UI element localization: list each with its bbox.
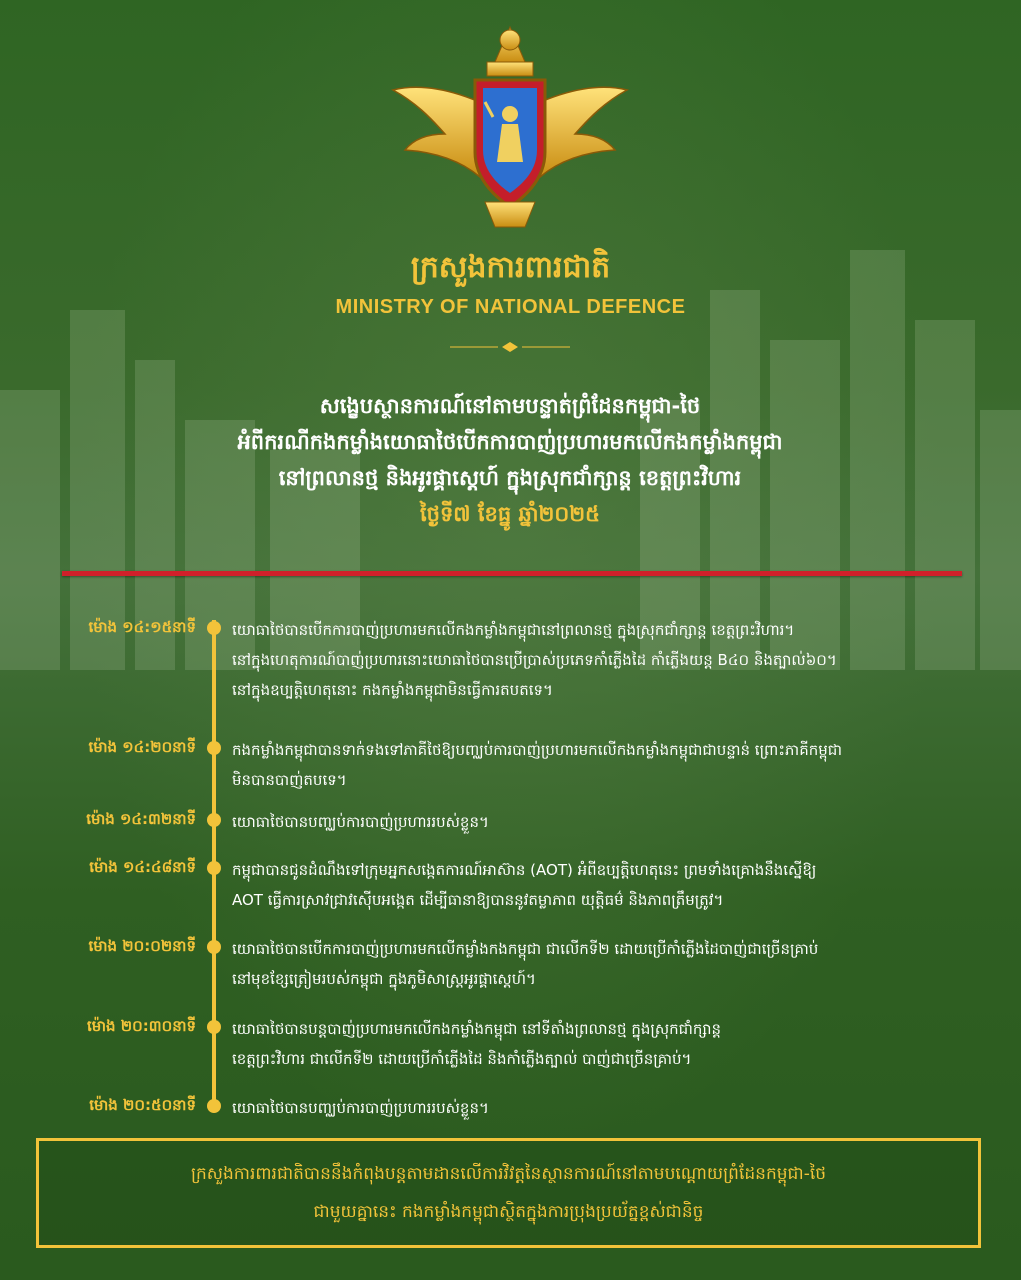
headline-line-1: សង្ខេបស្ថានការណ៍នៅតាមបន្ទាត់ព្រំដែនកម្ពុជា-ថៃ bbox=[319, 394, 701, 418]
timeline-dot-icon bbox=[207, 813, 221, 827]
event-description bbox=[232, 934, 992, 994]
footer-line-1: ក្រសួងការពារជាតិបាននឹងកំពុងបន្តតាមដានលើការវិវត្តនៃស្ថានការណ៍នៅតាមបណ្ដោយព្រំដែនកម្ពុជា-ថៃ bbox=[190, 1164, 827, 1184]
event-time: ម៉ោង ២០:០២នាទី bbox=[88, 937, 196, 955]
footer-line-2: ជាមួយគ្នានេះ កងកម្លាំងកម្ពុជាស្ថិតក្នុងការប្រុងប្រយ័ត្នខ្ពស់ជានិច្ច bbox=[313, 1202, 704, 1222]
ministry-emblem-icon bbox=[385, 22, 635, 232]
timeline-dot-icon bbox=[207, 621, 221, 635]
ministry-title-english: MINISTRY OF NATIONAL DEFENCE bbox=[335, 296, 686, 318]
event-time: ម៉ោង ១៤:៣២នាទី bbox=[86, 810, 196, 828]
event-description bbox=[232, 1093, 992, 1123]
red-divider bbox=[62, 571, 962, 576]
event-description bbox=[232, 855, 992, 915]
event-line: យោធាថៃបានបញ្ឈប់ការបាញ់ប្រហាររបស់ខ្លួន។ bbox=[232, 1099, 489, 1117]
event-description bbox=[232, 807, 992, 837]
report-headline bbox=[60, 388, 960, 532]
event-time: ម៉ោង ១៤:៤៨នាទី bbox=[89, 858, 196, 876]
event-line: កងកម្លាំងកម្ពុជាបានទាក់ទងទៅភាគីថៃឱ្យបញ្ឈប់ការបាញ់ប្រហារមកលើកងកម្លាំងកម្ពុជាជាបន្ទាន់ ព្រោះភាគីកម្ពុជា bbox=[232, 741, 843, 759]
footer-statement bbox=[36, 1138, 981, 1248]
event-line: ខេត្តព្រះវិហារ ជាលើកទី២ ដោយប្រើកាំភ្លើងដៃ និងកាំភ្លើងត្បាល់ បាញ់ជាច្រើនគ្រាប់។ bbox=[232, 1050, 692, 1068]
headline-line-3: នៅព្រលានថ្ម និងអូរផ្គាស្ដេហ៍ ក្នុងស្រុកជាំក្សាន្ត ខេត្តព្រះវិហារ bbox=[278, 466, 742, 490]
event-description bbox=[232, 1014, 992, 1074]
event-time: ម៉ោង ១៤:២០នាទី bbox=[88, 738, 196, 756]
event-line: យោធាថៃបានបន្តបាញ់ប្រហារមកលើកងកម្លាំងកម្ពុជា នៅទីតាំងព្រលានថ្ម ក្នុងស្រុកជាំក្សាន្ត bbox=[232, 1020, 721, 1038]
timeline-dot-icon bbox=[207, 1099, 221, 1113]
timeline-dot-icon bbox=[207, 1020, 221, 1034]
event-line: យោធាថៃបានបើកការបាញ់ប្រហារមកលើកម្លាំងកងកម្ពុជា ជាលើកទី២ ដោយប្រើកាំភ្លើងដៃបាញ់ជាច្រើនគ្រាប់ bbox=[232, 940, 819, 958]
event-line: យោធាថៃបានបញ្ឈប់ការបាញ់ប្រហាររបស់ខ្លួន។ bbox=[232, 813, 489, 831]
event-line: មិនបានបាញ់តបទេ។ bbox=[232, 771, 347, 789]
event-time: ម៉ោង ២០:៥០នាទី bbox=[89, 1096, 196, 1114]
gold-divider-ornament-icon bbox=[450, 340, 570, 354]
timeline-dot-icon bbox=[207, 741, 221, 755]
event-line: AOT ធ្វើការស្រាវជ្រាវស៊ើបអង្កេត ដើម្បីធានាឱ្យបាននូវតម្លាភាព យុត្តិធម៌ និងភាពត្រឹមត្រូវ។ bbox=[232, 891, 724, 909]
headline-date: ថ្ងៃទី៧ ខែធ្នូ ឆ្នាំ២០២៥ bbox=[419, 502, 601, 526]
event-description bbox=[232, 615, 992, 705]
event-time: ម៉ោង ១៤:១៥នាទី bbox=[88, 618, 196, 636]
event-description bbox=[232, 735, 992, 795]
event-time: ម៉ោង ២០:៣០នាទី bbox=[87, 1017, 196, 1035]
timeline-dot-icon bbox=[207, 861, 221, 875]
headline-line-2: អំពីករណីកងកម្លាំងយោធាថៃបើកការបាញ់ប្រហារមកលើកងកម្លាំងកម្ពុជា bbox=[237, 430, 783, 454]
event-line: នៅមុខខ្សែត្រៀមរបស់កម្ពុជា ក្នុងភូមិសាស្ត្រអូរផ្គាស្ដេហ៍។ bbox=[232, 970, 536, 988]
event-line: នៅក្នុងឧប្បត្តិហេតុនោះ កងកម្លាំងកម្ពុជាមិនធ្វើការតបតទេ។ bbox=[232, 681, 553, 699]
event-line: យោធាថៃបានបើកការបាញ់ប្រហារមកលើកងកម្លាំងកម្ពុជានៅព្រលានថ្ម ក្នុងស្រុកជាំក្សាន្ត ខេត្តព្រះវិហារ។ bbox=[232, 621, 795, 639]
event-line: កម្ពុជាបានជូនដំណឹងទៅក្រុមអ្នកសង្កេតការណ៍អាស៊ាន (AOT) អំពីឧប្បត្តិហេតុនេះ ព្រមទាំងគ្រោងនឹងស្នើឱ្យ bbox=[232, 861, 817, 879]
event-line: នៅក្នុងហេតុការណ៍បាញ់ប្រហារនោះយោធាថៃបានប្រើប្រាស់ប្រភេទកាំភ្លើងដៃ កាំភ្លើងយន្ត B៤០ និងត្បាល់៦០។ bbox=[232, 651, 837, 669]
ministry-title-khmer: ក្រសួងការពារជាតិ bbox=[410, 250, 611, 285]
timeline-dot-icon bbox=[207, 940, 221, 954]
